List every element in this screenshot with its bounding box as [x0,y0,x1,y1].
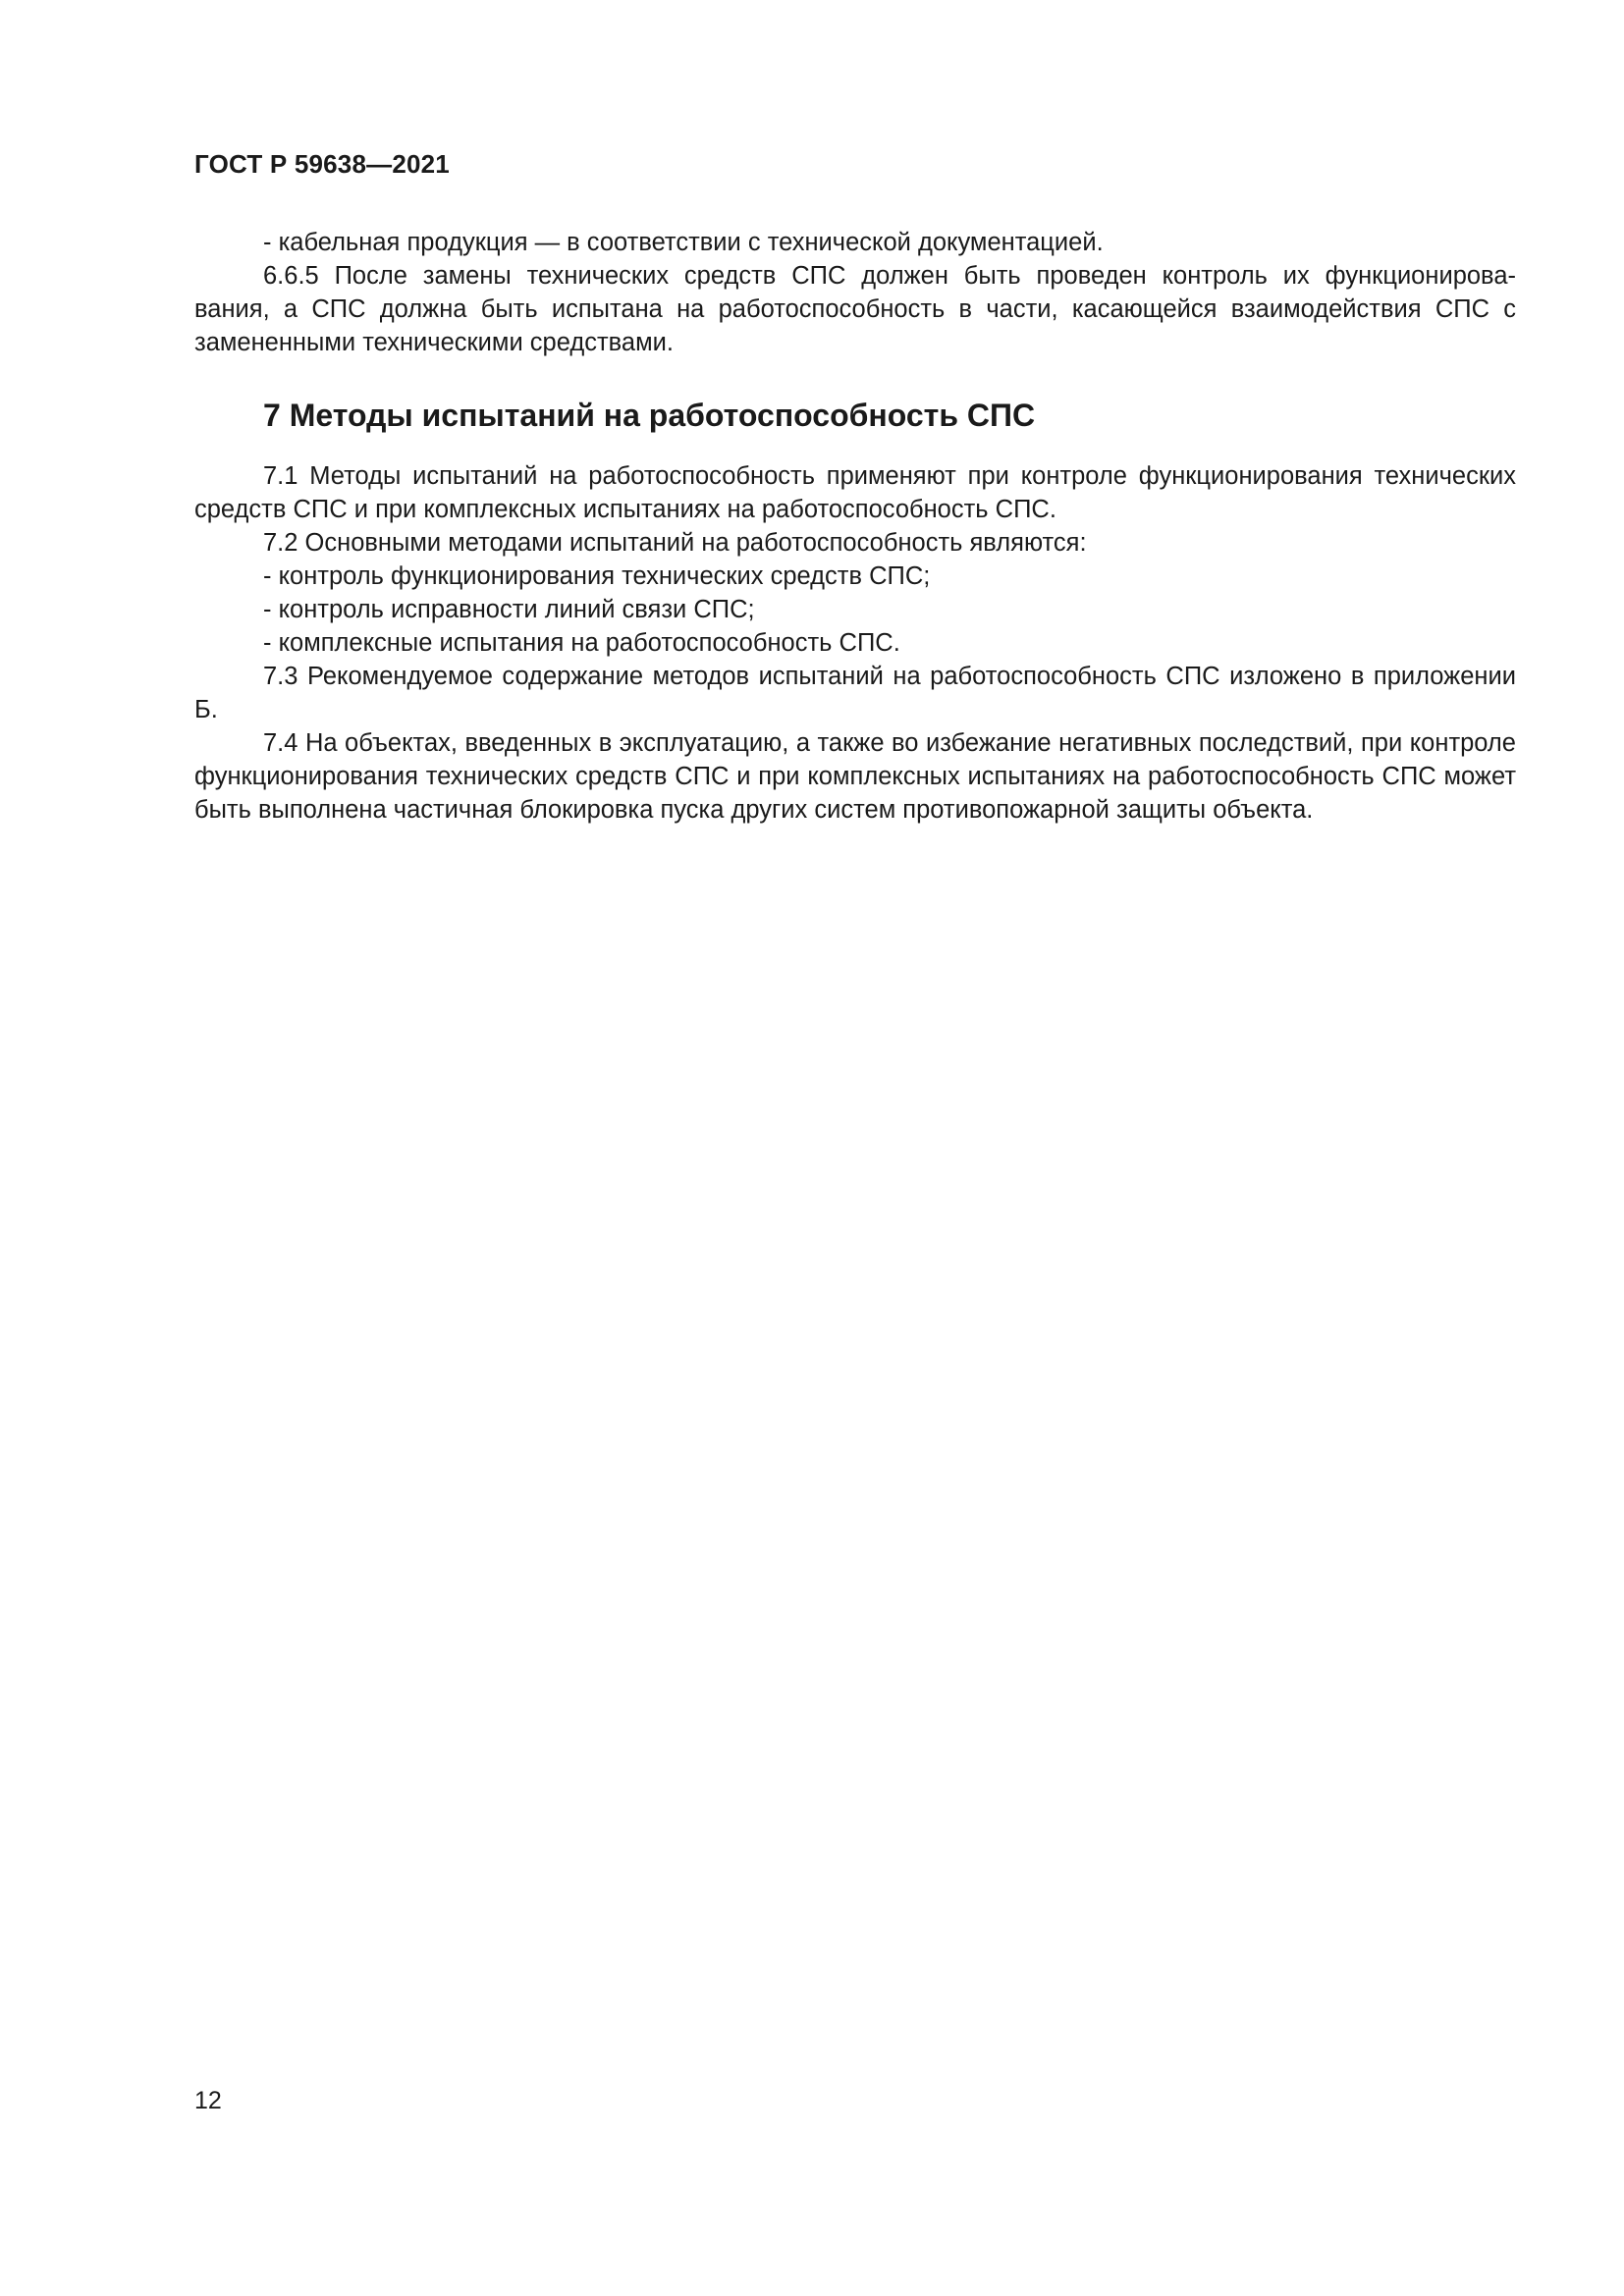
paragraph-6-6-5-rest: вания, а СПС должна быть испытана на работоспособность в части, касающейся взаимодействия СПС с замененными техническими средствами. [194,295,1516,356]
list-item-line-control: - контроль исправности линий связи СПС; [263,596,755,623]
document-code-header: ГОСТ Р 59638—2021 [194,149,450,179]
section-7-body [194,459,1516,827]
paragraph-7-1: 7.1 Методы испытаний на работоспособность применяют при контроле функционирования технических средств СПС и при комплексных испытаниях на работоспособность СПС. [194,462,1516,523]
paragraph-7-2: 7.2 Основными методами испытаний на работоспособность являются: [263,529,1087,557]
section-7-heading: 7 Методы испытаний на работоспособность СПС [263,398,1036,433]
paragraph-6-6-5-line1: 6.6.5 После замены технических средств СПС должен быть проведен контроль их функционирова- [263,262,1516,290]
page-number: 12 [194,2087,222,2114]
list-item-functional-control: - контроль функционирования технических средств СПС; [263,562,931,590]
continuation-block [194,226,1516,359]
list-item-cable-products: - кабельная продукция — в соответствии с технической документацией. [263,229,1104,256]
list-item-complex-tests: - комплексные испытания на работоспособность СПС. [263,629,900,657]
paragraph-7-4: 7.4 На объектах, введенных в эксплуатацию, а также во избежание негативных последствий, при контроле функционирования технических средств СПС и при комплексных испытаниях на работоспособность СПС может быть выполнена частичная блокировка пуска других систем противопожарной защиты объекта. [194,729,1516,824]
paragraph-7-3: 7.3 Рекомендуемое содержание методов испытаний на работоспособность СПС изложено в приложении Б. [194,663,1516,723]
